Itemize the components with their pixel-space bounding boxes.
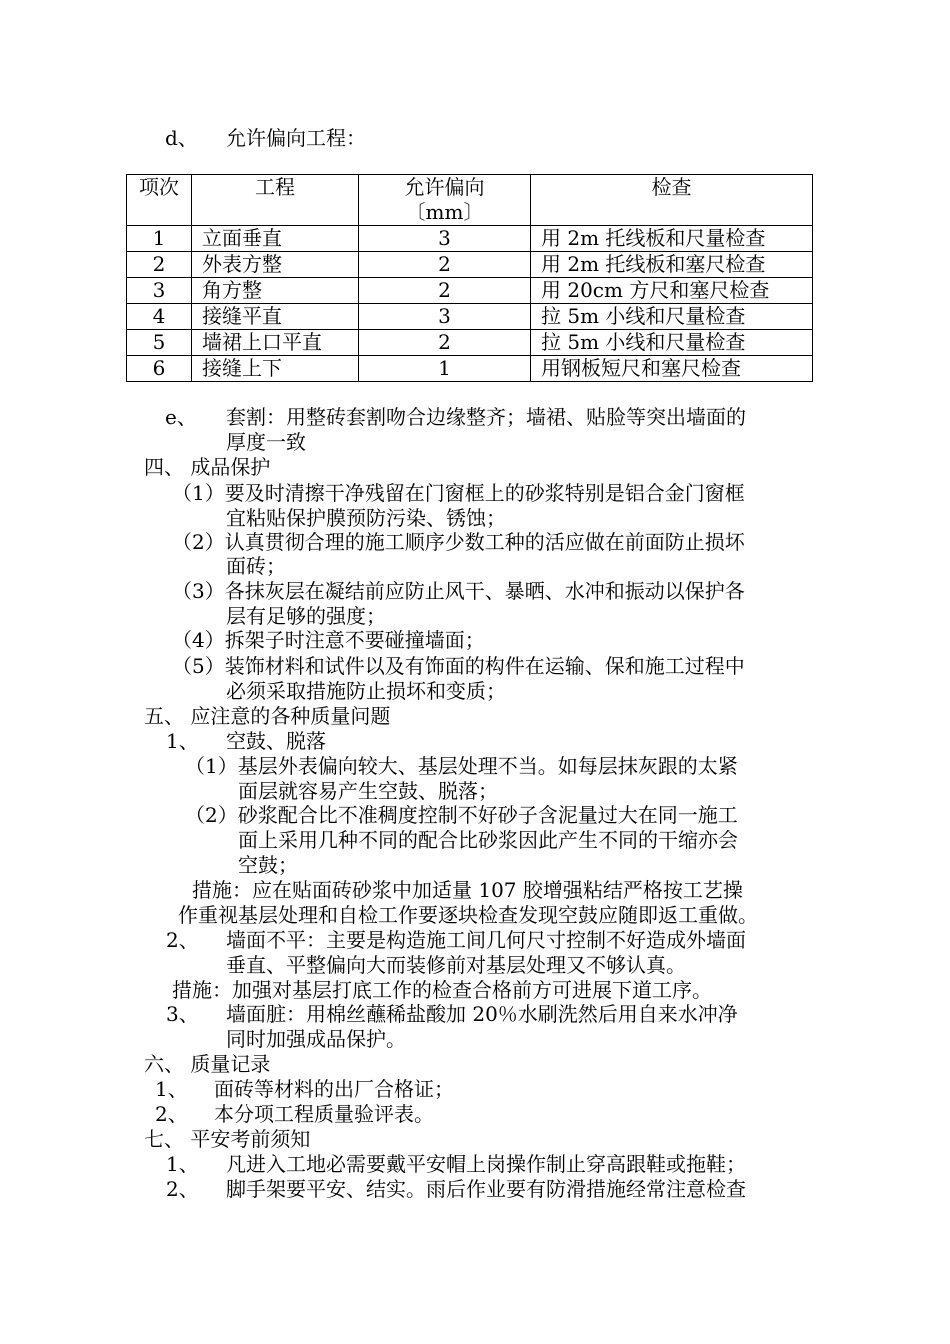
table-cell: 用 20cm 方尺和塞尺检查	[531, 278, 813, 304]
text-line: 同时加强成品保护。	[226, 1027, 406, 1051]
text-line: 面上采用几种不同的配合比砂浆因此产生不同的干缩亦会	[238, 828, 738, 852]
table-cell: 接缝平直	[192, 304, 359, 330]
table-cell: 1	[359, 356, 531, 382]
table-cell: 3	[359, 304, 531, 330]
section-heading: 五、 应注意的各种质量问题	[144, 704, 391, 728]
text-line: 必须采取措施防止损坏和变质；	[226, 679, 506, 703]
text-line: 厚度一致	[226, 430, 306, 454]
header-tolerance	[359, 175, 531, 226]
text-line: （3）各抹灰层在凝结前应防止风干、暴晒、水冲和振动以保护各	[172, 579, 745, 603]
text-line: 垂直、平整偏向大而装修前对基层处理又不够认真。	[226, 953, 686, 977]
table-cell: 用 2m 托线板和尺量检查	[531, 226, 813, 252]
text-line: 本分项工程质量验评表。	[214, 1102, 434, 1126]
text-line: 作重视基层处理和自检工作要逐块检查发现空鼓应随即返工重做。	[178, 903, 758, 927]
table-row	[127, 330, 813, 356]
table-row	[127, 356, 813, 382]
text-line: （2）认真贯彻合理的施工顺序少数工种的活应做在前面防止损坏	[172, 530, 745, 554]
text-line: 措施：应在贴面砖砂浆中加适量 107 胶增强粘结严格按工艺操	[192, 878, 743, 902]
table-row	[127, 226, 813, 252]
text-line: 空鼓；	[238, 853, 298, 877]
text-line: 脚手架要平安、结实。雨后作业要有防滑措施经常注意检查	[226, 1177, 746, 1201]
table-cell: 墙裙上口平直	[192, 330, 359, 356]
table-cell: 3	[127, 278, 192, 304]
text-line: 层有足够的强度；	[226, 604, 386, 628]
text-line: 措施：加强对基层打底工作的检查合格前方可进展下道工序。	[172, 978, 712, 1002]
table-cell: 2	[359, 252, 531, 278]
table-cell: 用 2m 托线板和塞尺检查	[531, 252, 813, 278]
text-line: 面砖；	[226, 554, 286, 578]
item-marker: 3、	[166, 1002, 199, 1026]
text-line: （4）拆架子时注意不要碰撞墙面；	[172, 628, 485, 652]
table-cell: 立面垂直	[192, 226, 359, 252]
section-heading: 四、 成品保护	[144, 455, 271, 479]
table-cell: 2	[359, 278, 531, 304]
table-cell: 用钢板短尺和塞尺检查	[531, 356, 813, 382]
text-line: 套割：用整砖套割吻合边缘整齐；墙裙、贴脸等突出墙面的	[226, 405, 746, 429]
header-index: 项次	[127, 175, 192, 226]
text-line: （2）砂浆配合比不准稠度控制不好砂子含泥量过大在同一施工	[185, 803, 738, 827]
text-line: 空鼓、脱落	[226, 729, 326, 753]
table-row	[127, 304, 813, 330]
item-marker: 1、	[155, 1077, 188, 1101]
section-d-title: 允许偏向工程：	[226, 126, 366, 150]
table-cell: 3	[359, 226, 531, 252]
table-cell: 2	[127, 252, 192, 278]
section-heading: 七、 平安考前须知	[144, 1127, 311, 1151]
text-line: 宜粘贴保护膜预防污染、锈蚀；	[226, 506, 506, 530]
table-header-row	[127, 175, 813, 226]
e-marker: e、	[165, 405, 197, 429]
text-line: （5）装饰材料和试件以及有饰面的构件在运输、保和施工过程中	[172, 654, 745, 678]
text-line: （1）要及时清擦干净残留在门窗框上的砂浆特别是铝合金门窗框	[172, 481, 745, 505]
item-marker: 2、	[166, 1177, 199, 1201]
item-marker: 2、	[155, 1102, 188, 1126]
item-marker: 1、	[166, 729, 199, 753]
section-heading: 六、 质量记录	[144, 1052, 271, 1076]
table-cell: 6	[127, 356, 192, 382]
table-cell: 5	[127, 330, 192, 356]
header-check: 检查	[531, 175, 813, 226]
table-row	[127, 278, 813, 304]
table-cell: 4	[127, 304, 192, 330]
table-cell: 接缝上下	[192, 356, 359, 382]
table-cell: 拉 5m 小线和尺量检查	[531, 330, 813, 356]
item-marker: 2、	[166, 928, 199, 952]
text-line: （1）基层外表偏向较大、基层处理不当。如每层抹灰跟的太紧	[185, 754, 738, 778]
tolerance-table	[126, 174, 813, 382]
header-item: 工程	[192, 175, 359, 226]
table-cell: 角方整	[192, 278, 359, 304]
table-row	[127, 252, 813, 278]
header-tolerance-label: 允许偏向	[404, 175, 485, 199]
text-line: 墙面不平：主要是构造施工间几何尺寸控制不好造成外墙面	[226, 928, 746, 952]
text-line: 墙面脏：用棉丝蘸稀盐酸加 20％水刷洗然后用自来水冲净	[226, 1002, 738, 1026]
table-cell: 2	[359, 330, 531, 356]
section-d-marker: d、	[165, 126, 198, 150]
item-marker: 1、	[166, 1152, 199, 1176]
text-line: 凡进入工地必需要戴平安帽上岗操作制止穿高跟鞋或拖鞋；	[226, 1152, 746, 1176]
text-line: 面层就容易产生空鼓、脱落；	[238, 779, 498, 803]
table-cell: 外表方整	[192, 252, 359, 278]
text-line: 面砖等材料的出厂合格证；	[214, 1077, 454, 1101]
table-cell: 1	[127, 226, 192, 252]
header-tolerance-unit: 〔mm〕	[405, 200, 484, 224]
table-cell: 拉 5m 小线和尺量检查	[531, 304, 813, 330]
